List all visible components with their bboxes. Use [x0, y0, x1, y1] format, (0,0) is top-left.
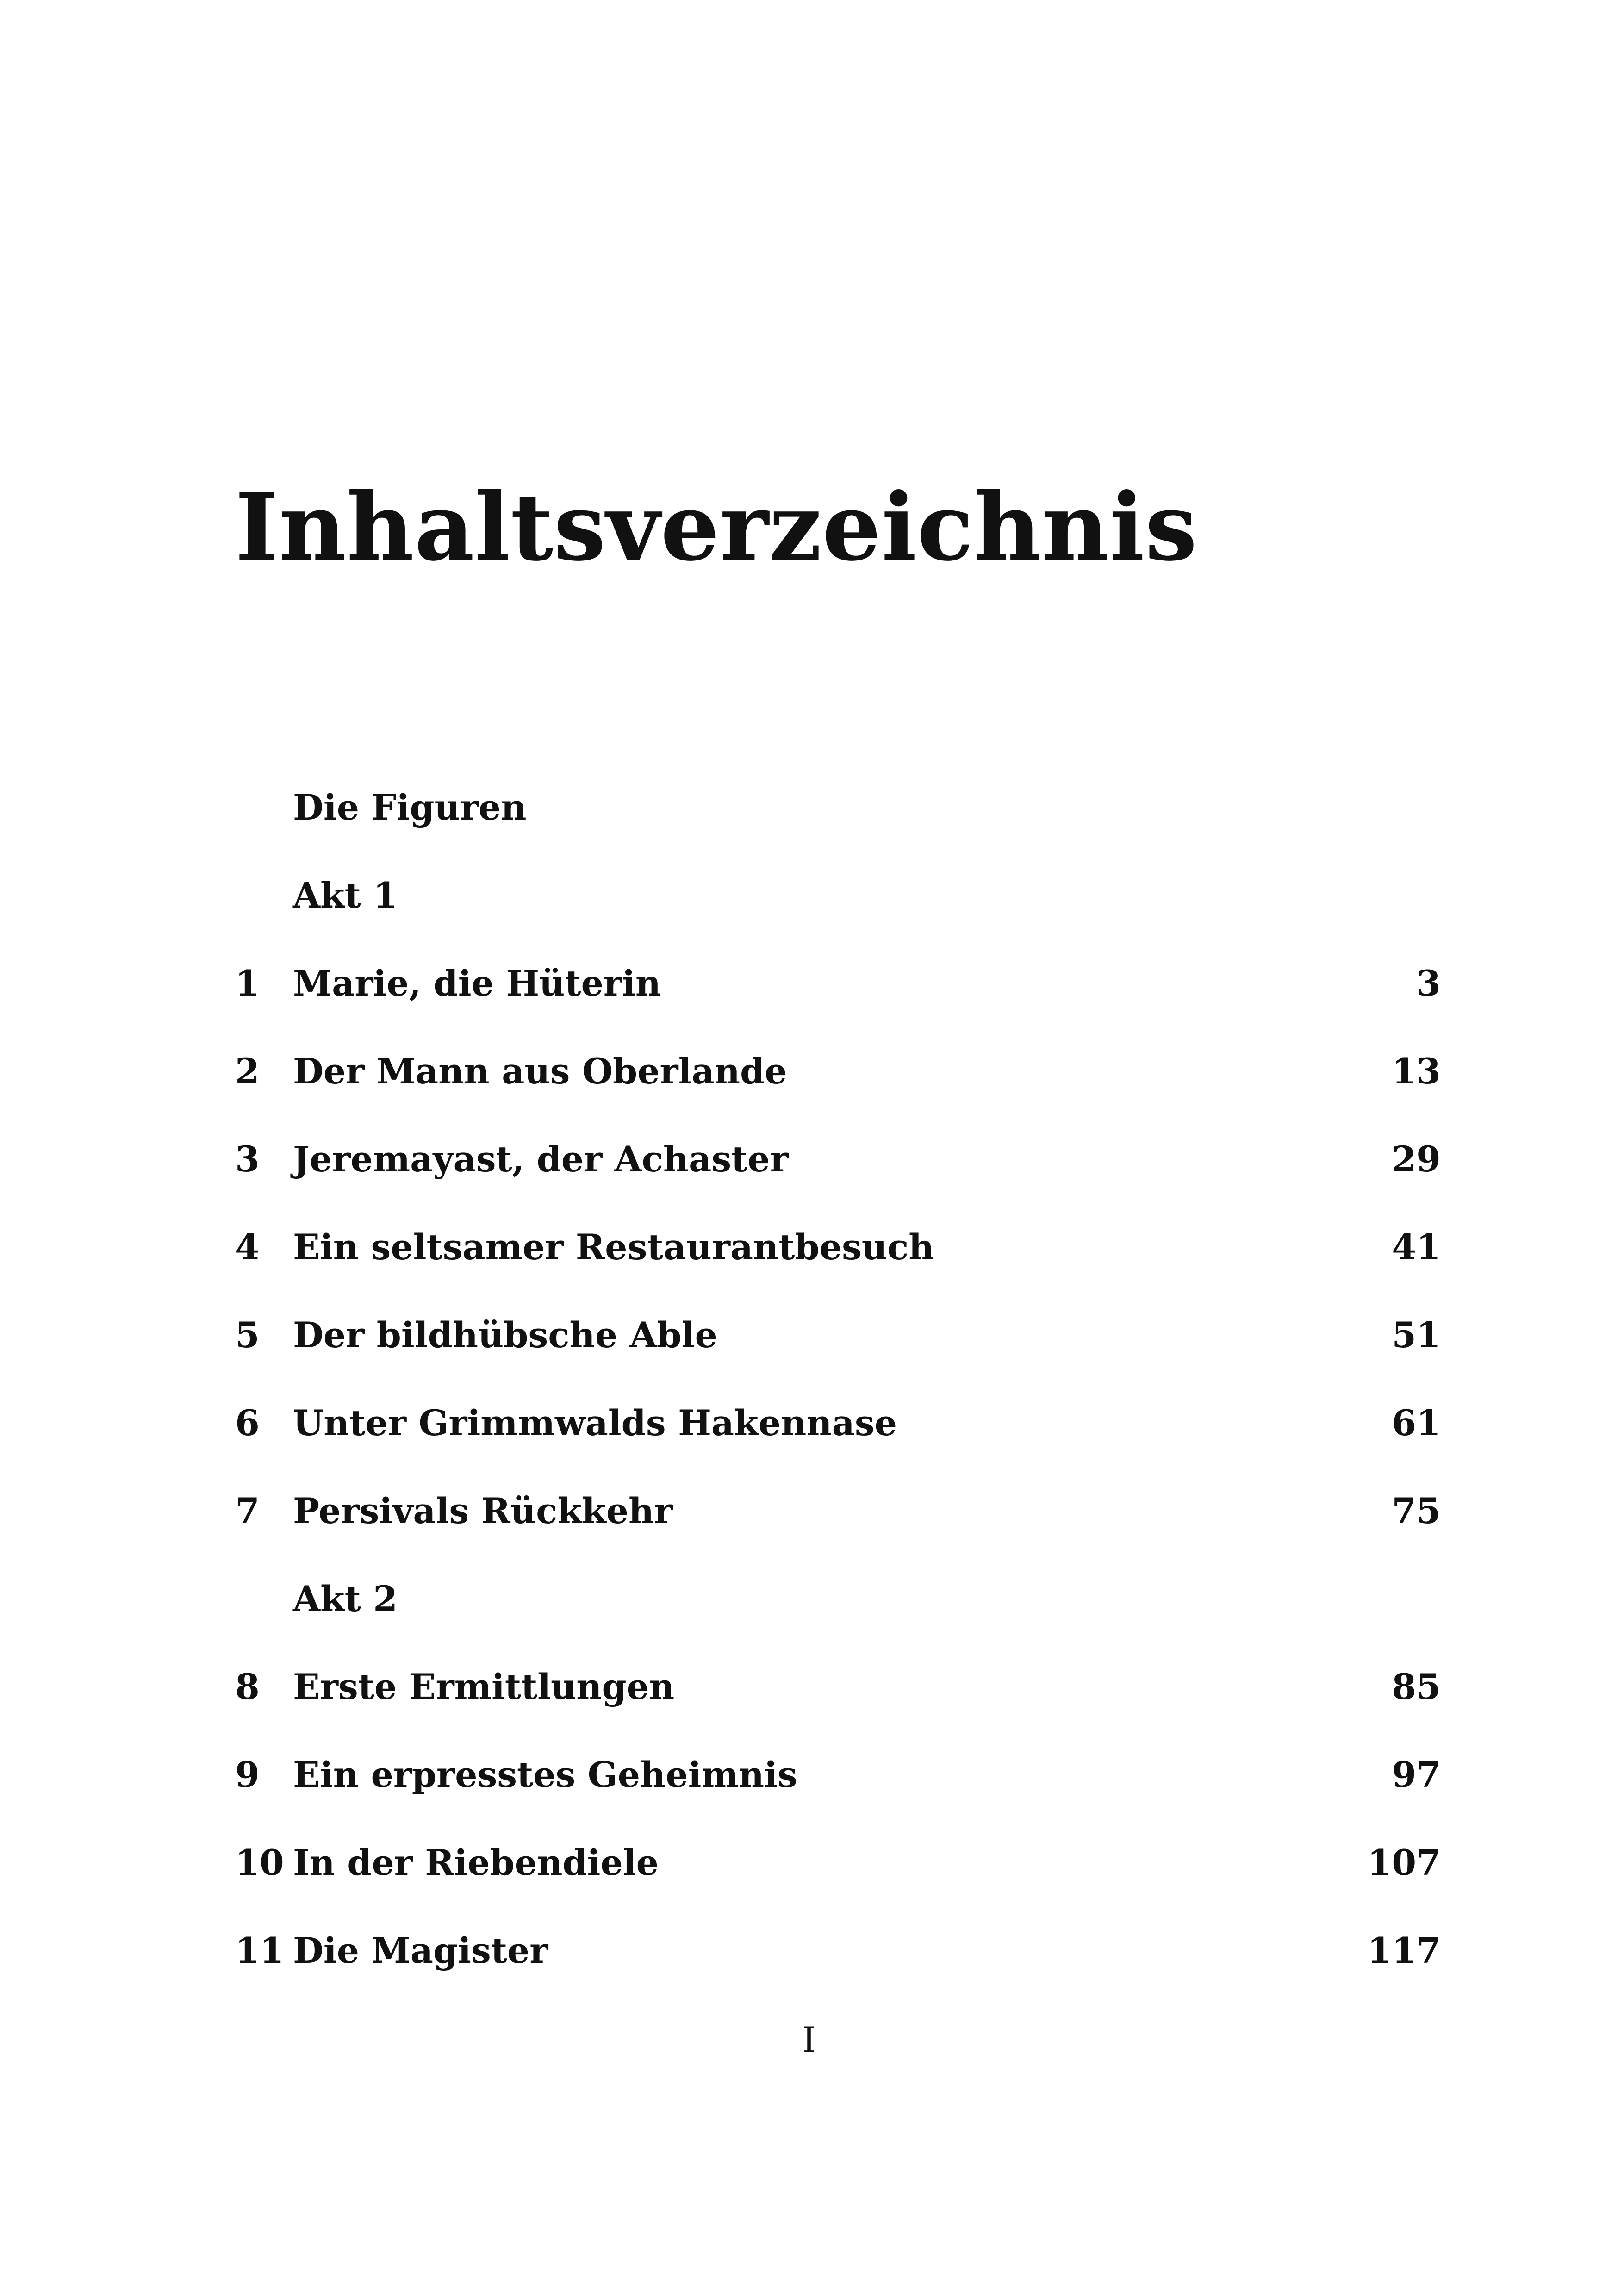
toc-entry-chapter-11: [235, 1925, 1441, 2013]
toc-label: Ein seltsamer Restaurantbesuch: [293, 1226, 934, 1268]
toc-page-number: 107: [1367, 1842, 1441, 1883]
toc-label: Der Mann aus Oberlande: [293, 1051, 787, 1092]
toc-page-number: 29: [1392, 1139, 1441, 1180]
toc-page-number: 85: [1392, 1666, 1441, 1707]
toc-page-number: 51: [1392, 1314, 1441, 1356]
toc-entry-chapter-10: [235, 1837, 1441, 1925]
toc-number: 4: [235, 1226, 260, 1268]
toc-label: Erste Ermittlungen: [293, 1666, 675, 1707]
toc-number: 3: [235, 1139, 260, 1180]
toc-page-number: 41: [1392, 1226, 1441, 1268]
toc-page-number: 3: [1416, 963, 1441, 1004]
toc-number: 9: [235, 1754, 260, 1795]
toc-entry-die-figuren: [235, 782, 1441, 870]
toc-number: 11: [235, 1930, 284, 1971]
toc-page-number: 75: [1392, 1490, 1441, 1531]
toc-label: Jeremayast, der Achaster: [293, 1139, 789, 1180]
toc-label: Akt 1: [293, 875, 398, 916]
toc-entry-chapter-6: [235, 1398, 1441, 1486]
toc-entry-chapter-3: [235, 1134, 1441, 1222]
toc-entry-chapter-7: [235, 1486, 1441, 1574]
toc-label: Die Figuren: [293, 787, 527, 828]
toc-number: 5: [235, 1314, 260, 1356]
toc-number: 7: [235, 1490, 260, 1531]
toc-entry-chapter-1: [235, 958, 1441, 1046]
toc-entry-chapter-2: [235, 1046, 1441, 1134]
toc-page-number: 61: [1392, 1402, 1441, 1444]
toc-page-number: 97: [1392, 1754, 1441, 1795]
toc-entry-akt-2: [235, 1574, 1441, 1661]
toc-page-number: 13: [1392, 1051, 1441, 1092]
toc-entry-chapter-8: [235, 1661, 1441, 1749]
toc-label: Akt 2: [293, 1578, 398, 1619]
toc-number: 1: [235, 963, 260, 1004]
toc-number: 2: [235, 1051, 260, 1092]
toc-number: 10: [235, 1842, 284, 1883]
toc-label: Marie, die Hüterin: [293, 963, 661, 1004]
toc-label: Ein erpresstes Geheimnis: [293, 1754, 797, 1795]
toc-number: 8: [235, 1666, 260, 1707]
toc-entry-chapter-5: [235, 1310, 1441, 1398]
toc-label: Der bildhübsche Able: [293, 1314, 717, 1356]
toc-label: In der Riebendiele: [293, 1842, 659, 1883]
toc-label: Unter Grimmwalds Hakennase: [293, 1402, 897, 1444]
toc-page-number: 117: [1367, 1930, 1441, 1971]
toc-label: Die Magister: [293, 1930, 548, 1971]
page-folio: I: [802, 2019, 816, 2060]
page-title: Inhaltsverzeichnis: [235, 473, 1198, 582]
toc-number: 6: [235, 1402, 260, 1444]
toc-label: Persivals Rückkehr: [293, 1490, 673, 1531]
table-of-contents: [235, 782, 1441, 2013]
toc-entry-akt-1: [235, 870, 1441, 958]
toc-entry-chapter-9: [235, 1749, 1441, 1837]
toc-entry-chapter-4: [235, 1222, 1441, 1310]
